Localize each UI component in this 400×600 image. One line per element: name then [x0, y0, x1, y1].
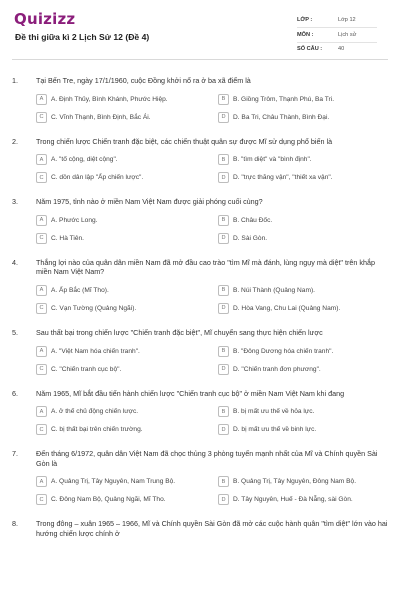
- answer-options: [12, 154, 388, 183]
- answer-option[interactable]: [218, 94, 400, 105]
- option-key: A: [36, 94, 47, 105]
- meta-value: 40: [338, 46, 345, 52]
- question-number: 2.: [12, 136, 18, 146]
- answer-option[interactable]: [218, 154, 400, 165]
- question-number: 7.: [12, 449, 18, 459]
- option-text: B. Quảng Trị, Tây Nguyên, Đông Nam Bộ.: [233, 478, 357, 486]
- answer-option[interactable]: [218, 233, 400, 244]
- answer-option[interactable]: [36, 406, 218, 417]
- option-key: A: [36, 406, 47, 417]
- option-key: D: [218, 424, 229, 435]
- option-key: D: [218, 172, 229, 183]
- option-text: D. Tây Nguyên, Huế - Đà Nẵng, sài Gòn.: [233, 496, 353, 504]
- meta-label: MÔN :: [297, 31, 314, 38]
- document-title: Đề thi giữa kì 2 Lịch Sử 12 (Đề 4): [15, 32, 150, 42]
- option-key: A: [36, 154, 47, 165]
- question-number: 6.: [12, 388, 18, 398]
- option-key: C: [36, 424, 47, 435]
- option-text: C. "Chiến tranh cục bộ".: [51, 365, 122, 373]
- option-text: A. Định Thủy, Bình Khánh, Phước Hiệp.: [51, 95, 168, 103]
- option-text: C. Vĩnh Thạnh, Bình Định, Bắc Ái.: [51, 113, 151, 121]
- answer-option[interactable]: [36, 424, 218, 435]
- question-list: [12, 60, 388, 539]
- meta-panel: [297, 13, 377, 56]
- meta-row-question-count: [297, 42, 377, 56]
- question-number: 1.: [12, 76, 18, 85]
- answer-option[interactable]: [218, 424, 400, 435]
- answer-option[interactable]: [36, 215, 218, 226]
- answer-options: [12, 406, 388, 435]
- option-text: C. Hà Tiên.: [51, 234, 84, 242]
- option-key: D: [218, 112, 229, 123]
- option-key: A: [36, 285, 47, 296]
- question-text: Sau thất bại trong chiến lược "Chiến tranh đặc biệt", Mĩ chuyển sang thực hiện chiến lược: [36, 327, 323, 337]
- answer-option[interactable]: [218, 172, 400, 183]
- option-key: D: [218, 303, 229, 314]
- option-key: D: [218, 494, 229, 505]
- answer-option[interactable]: [218, 285, 400, 296]
- question-item: [12, 328, 388, 375]
- answer-option[interactable]: [36, 285, 218, 296]
- option-text: D. Sài Gòn.: [233, 234, 268, 242]
- option-key: D: [218, 364, 229, 375]
- meta-value: Lớp 12: [338, 17, 356, 23]
- option-text: C. Đông Nam Bộ, Quảng Ngãi, Mĩ Tho.: [51, 496, 166, 504]
- option-text: A. "tố cộng, diệt cộng".: [51, 156, 118, 164]
- question-text: Đến tháng 6/1972, quân dân Việt Nam đã chọc thủng 3 phòng tuyến mạnh nhất của Mĩ và Chính quyền Sài Gòn là: [36, 449, 378, 468]
- option-key: B: [218, 215, 229, 226]
- answer-option[interactable]: [36, 303, 218, 314]
- answer-option[interactable]: [36, 94, 218, 105]
- question-text: Trong chiến lược Chiến tranh đặc biệt, các chiến thuật quân sự được Mĩ sử dụng phổ biến là: [36, 136, 333, 146]
- question-item: [12, 389, 388, 436]
- answer-option[interactable]: [36, 476, 218, 487]
- meta-label: SỐ CÂU :: [297, 46, 323, 52]
- option-key: A: [36, 346, 47, 357]
- option-key: A: [36, 215, 47, 226]
- answer-option[interactable]: [218, 303, 400, 314]
- option-key: D: [218, 233, 229, 244]
- answer-option[interactable]: [218, 215, 400, 226]
- question-number: 5.: [12, 327, 18, 337]
- question-text: Thắng lợi nào của quân dân miền Nam đã mở đầu cao trào "tìm Mĩ mà đánh, lùng ngụy mà diệt" trên khắp miền Nam Việt Nam?: [36, 257, 375, 277]
- answer-option[interactable]: [218, 364, 400, 375]
- answer-option[interactable]: [36, 154, 218, 165]
- answer-option[interactable]: [36, 112, 218, 123]
- option-text: A. Quảng Trị, Tây Nguyên, Nam Trung Bộ.: [51, 478, 176, 486]
- answer-option[interactable]: [36, 172, 218, 183]
- answer-option[interactable]: [218, 112, 400, 123]
- option-key: C: [36, 233, 47, 244]
- option-text: C. dồn dân lập "Ấp chiến lược".: [51, 174, 144, 182]
- option-text: A. Ấp Bắc (Mĩ Tho).: [51, 286, 109, 294]
- option-text: C. Vạn Tường (Quảng Ngãi).: [51, 304, 137, 312]
- option-key: B: [218, 476, 229, 487]
- question-text: Năm 1975, tỉnh nào ở miền Nam Việt Nam được giải phóng cuối cùng?: [36, 197, 263, 207]
- option-text: B. Núi Thành (Quảng Nam).: [233, 286, 315, 294]
- answer-options: [12, 476, 388, 505]
- option-text: D. "trực thăng vận", "thiết xa vận".: [233, 174, 333, 182]
- question-item: [12, 258, 388, 314]
- option-key: B: [218, 285, 229, 296]
- answer-options: [12, 94, 388, 123]
- option-text: D. "Chiến tranh đơn phương".: [233, 365, 321, 373]
- answer-option[interactable]: [218, 494, 400, 505]
- question-text: Trong đông – xuân 1965 – 1966, Mĩ và Chính quyền Sài Gòn đã mở các cuộc hành quân "tìm diệt" lớn vào hai hướng chiến lược chính ở: [36, 519, 388, 538]
- option-key: B: [218, 406, 229, 417]
- question-item: [12, 76, 388, 123]
- option-key: C: [36, 494, 47, 505]
- option-key: B: [218, 346, 229, 357]
- answer-option[interactable]: [36, 233, 218, 244]
- option-key: B: [218, 94, 229, 105]
- answer-option[interactable]: [218, 346, 400, 357]
- meta-row-class: [297, 13, 377, 27]
- meta-label: LỚP :: [297, 17, 313, 23]
- meta-row-subject: [297, 28, 377, 42]
- question-item: [12, 197, 388, 244]
- meta-value: Lịch sử: [338, 31, 357, 38]
- worksheet-header: [12, 0, 388, 60]
- question-item: [12, 449, 388, 505]
- option-key: B: [218, 154, 229, 165]
- option-key: C: [36, 364, 47, 375]
- option-key: C: [36, 112, 47, 123]
- option-text: D. bị mất ưu thế về binh lực.: [233, 426, 317, 434]
- option-text: D. Hòa Vang, Chu Lai (Quảng Nam).: [233, 304, 341, 312]
- quizizz-logo: Quizizz: [14, 10, 76, 28]
- answer-options: [12, 215, 388, 244]
- option-text: B. Giồng Trôm, Thạnh Phú, Ba Tri.: [233, 95, 335, 103]
- question-number: 8.: [12, 519, 18, 529]
- answer-option[interactable]: [218, 406, 400, 417]
- option-text: B. "Đông Dương hóa chiến tranh".: [233, 347, 334, 355]
- option-key: A: [36, 476, 47, 487]
- answer-options: [12, 346, 388, 375]
- question-text: Năm 1965, Mĩ bắt đầu tiến hành chiến lược "Chiến tranh cục bộ" ở miền Nam Việt Nam khi đang: [36, 388, 345, 398]
- option-text: A. Phước Long.: [51, 216, 98, 224]
- option-text: A. "Việt Nam hóa chiến tranh".: [51, 347, 140, 355]
- answer-option[interactable]: [36, 346, 218, 357]
- answer-option[interactable]: [218, 476, 400, 487]
- option-key: C: [36, 172, 47, 183]
- answer-option[interactable]: [36, 494, 218, 505]
- question-text: Tại Bến Tre, ngày 17/1/1960, cuộc Đồng khởi nổ ra ở ba xã điểm là: [36, 76, 251, 85]
- option-key: C: [36, 303, 47, 314]
- question-number: 3.: [12, 197, 18, 207]
- question-item: [12, 137, 388, 184]
- option-text: C. bị thất bại trên chiến trường.: [51, 426, 143, 434]
- answer-options: [12, 285, 388, 314]
- option-text: B. Châu Đốc.: [233, 216, 273, 224]
- question-item: [12, 519, 388, 538]
- option-text: B. bị mất ưu thế về hỏa lực.: [233, 408, 315, 416]
- option-text: D. Ba Tri, Châu Thành, Bình Đại.: [233, 113, 330, 121]
- option-text: A. ở thế chủ động chiến lược.: [51, 408, 139, 416]
- question-number: 4.: [12, 257, 18, 267]
- answer-option[interactable]: [36, 364, 218, 375]
- option-text: B. "tìm diệt" và "bình định".: [233, 156, 312, 164]
